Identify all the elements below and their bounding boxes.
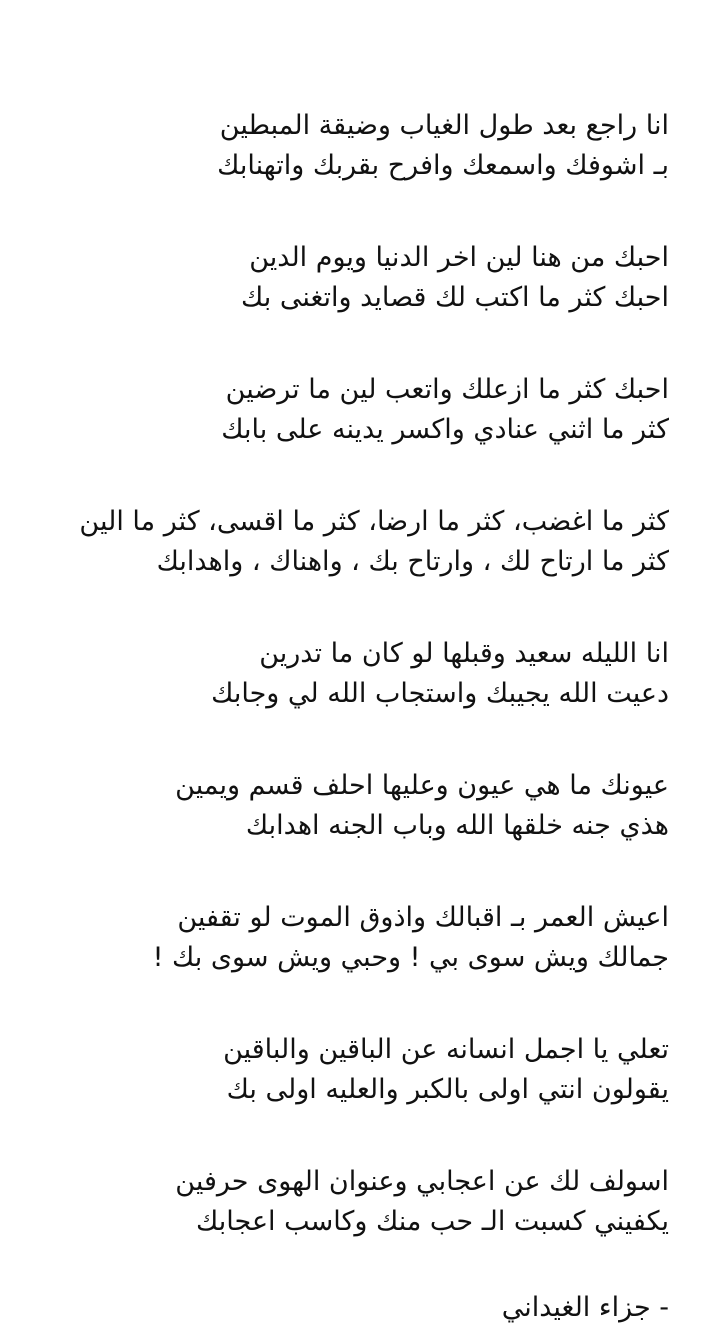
poem-line: عيونك ما هي عيون وعليها احلف قسم ويمين — [175, 770, 669, 801]
poem-line: جمالك ويش سوى بي ! وحبي ويش سوى بك ! — [152, 942, 669, 973]
poem-line: انا الليله سعيد وقبلها لو كان ما تدرين — [259, 638, 669, 669]
poem-line: بـ اشوفك واسمعك وافرح بقربك واتهنابك — [217, 150, 669, 181]
poem-line: يقولون انتي اولى بالكبر والعليه اولى بك — [226, 1074, 669, 1105]
stanza-2 — [29, 238, 669, 318]
poem-line: احبك كثر ما ازعلك واتعب لين ما ترضين — [225, 374, 669, 405]
poem-line: تعلي يا اجمل انسانه عن الباقين والباقين — [223, 1034, 669, 1065]
poem-line: يكفيني كسبت الـ حب منك وكاسب اعجابك — [196, 1206, 669, 1237]
poem-text — [29, 106, 669, 1328]
stanza-6 — [29, 766, 669, 846]
poem-line: كثر ما اثني عنادي واكسر يدينه على بابك — [221, 414, 669, 445]
poet-signature: - جزاء الغيداني — [501, 1292, 669, 1323]
poem-line: اسولف لك عن اعجابي وعنوان الهوى حرفين — [175, 1166, 669, 1197]
stanza-8 — [29, 1030, 669, 1110]
poem-line: هذي جنه خلقها الله وباب الجنه اهدابك — [245, 810, 669, 841]
stanza-7 — [29, 898, 669, 978]
poem-line: احبك كثر ما اكتب لك قصايد واتغنى بك — [241, 282, 669, 313]
stanza-5 — [29, 634, 669, 714]
stanza-9 — [29, 1162, 669, 1242]
stanza-3 — [29, 370, 669, 450]
poem-line: اعيش العمر بـ اقبالك واذوق الموت لو تقفين — [177, 902, 669, 933]
poem-line: كثر ما ارتاح لك ، وارتاح بك ، واهناك ، واهدابك — [156, 546, 669, 577]
stanza-4 — [29, 502, 669, 582]
poem-line: انا راجع بعد طول الغياب وضيقة المبطين — [219, 110, 669, 141]
poem-line: كثر ما اغضب، كثر ما ارضا، كثر ما اقسى، كثر ما الين — [79, 506, 669, 537]
stanza-1 — [29, 106, 669, 186]
poem-line: احبك من هنا لين اخر الدنيا ويوم الدين — [249, 242, 669, 273]
poem-line: دعيت الله يجيبك واستجاب الله لي وجابك — [211, 678, 669, 709]
